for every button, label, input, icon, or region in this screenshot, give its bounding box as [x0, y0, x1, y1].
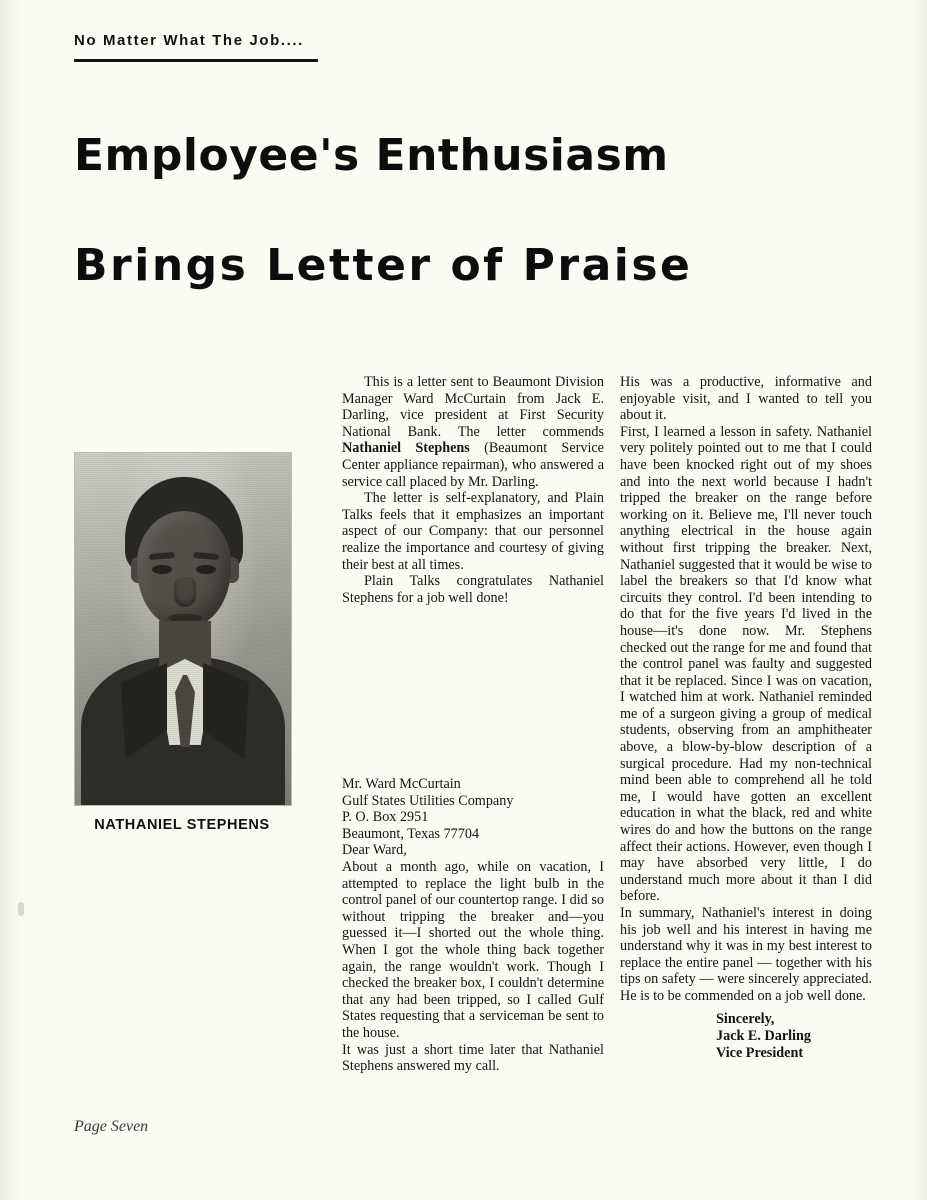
photo-caption: NATHANIEL STEPHENS: [94, 817, 270, 833]
headline-line-1: Employee's Enthusiasm: [74, 130, 669, 181]
letter-signer-title: Vice President: [716, 1044, 804, 1061]
letter-signature-block: [620, 1011, 872, 1062]
letter-sign-off: Sincerely,: [716, 1010, 775, 1027]
intro-paragraph-2: The letter is self-explanatory, and Plain Talks feels that it emphasizes an important aspect of our Company: that our personnel realize the importance and courtesy of giving their best at all times.: [342, 490, 604, 573]
intro-paragraph-3: Plain Talks congratulates Nathaniel Stephens for a job well done!: [342, 573, 604, 606]
letter-body-left: [342, 776, 604, 1075]
photo-halftone-grain: [75, 453, 291, 805]
letter-paragraph-4: First, I learned a lesson in safety. Nathaniel very politely pointed out to me that I could have been knocked right out of my shoes and into the next world because I hadn't tripped the breaker on the range before working on it. Believe me, I'll never touch anything electrical in the house again without first tripping the breaker. Next, Nathaniel suggested that it would be wise to label the breakers so that I'd know what circuits they control. I'd been intending to do that for the five years I'd lived in the house—it's done now. Mr. Stephens checked out the range for me and found that the control panel was faulty and suggested that it be replaced. Since I was on vacation, I watched him at work. Nathaniel reminded me of a surgeon giving a group of medical students, observing from an amphitheater above, a blow-by-blow description of a surgical procedure. Had my non-technical mind been able to comprehend all he told me, I would have gotten an excellent education in what the black, red and white wires do and how the buttons on the range affect their actions. However, even though I may have absorbed very little, I do understand much more about it than I did before.: [620, 423, 872, 905]
page-kicker: No Matter What The Job....: [74, 32, 304, 49]
intro-column: [342, 374, 604, 606]
page-edge-mark: [18, 902, 24, 916]
letter-address-line-3: P. O. Box 2951: [342, 809, 429, 826]
letter-paragraph-3: His was a productive, informative and enjoyable visit, and I wanted to tell you about it.: [620, 374, 872, 424]
intro-p1-text-b: (Beaumont Service Center appliance repairman), who answered a service call placed by Mr. Darling.: [342, 440, 604, 490]
letter-paragraph-5: In summary, Nathaniel's interest in doing his job well and his interest in having me understand why it was in my best interest to replace the entire panel — together with his tips on safety — were sincerely appreciated. He is to be commended on a job well done.: [620, 905, 872, 1004]
kicker-underline-rule: [74, 59, 318, 62]
intro-paragraph-1: [342, 374, 604, 490]
headline-line-2: Brings Letter of Praise: [74, 240, 693, 291]
intro-p1-text-a: This is a letter sent to Beaumont Division Manager Ward McCurtain from Jack E. Darling, vice president at First Security National Bank. The letter commends: [342, 374, 604, 440]
letter-paragraph-2: It was just a short time later that Nathaniel Stephens answered my call.: [342, 1041, 604, 1075]
letter-signer-name: Jack E. Darling: [716, 1027, 811, 1044]
letter-address-line-1: Mr. Ward McCurtain: [342, 776, 461, 792]
commended-employee-name: Nathaniel Stephens: [342, 440, 470, 457]
portrait-photo: [74, 452, 292, 806]
letter-salutation: Dear Ward,: [342, 842, 407, 859]
letter-paragraph-1: About a month ago, while on vacation, I attempted to replace the light bulb in the control panel of our countertop range. I did so without tripping the breaker and—you guessed it—I shorted out the whole thing. When I got the whole thing back together again, the range wouldn't work. Though I checked the breaker box, I couldn't determine that any had been tripped, so I called Gulf States requesting that a serviceman be sent to the house.: [342, 858, 604, 1041]
page-folio: Page Seven: [74, 1118, 149, 1135]
letter-body-right: [620, 374, 872, 1062]
letter-address-line-4: Beaumont, Texas 77704: [342, 825, 480, 842]
portrait-figure: [74, 452, 290, 833]
letter-address-line-2: Gulf States Utilities Company: [342, 792, 514, 809]
